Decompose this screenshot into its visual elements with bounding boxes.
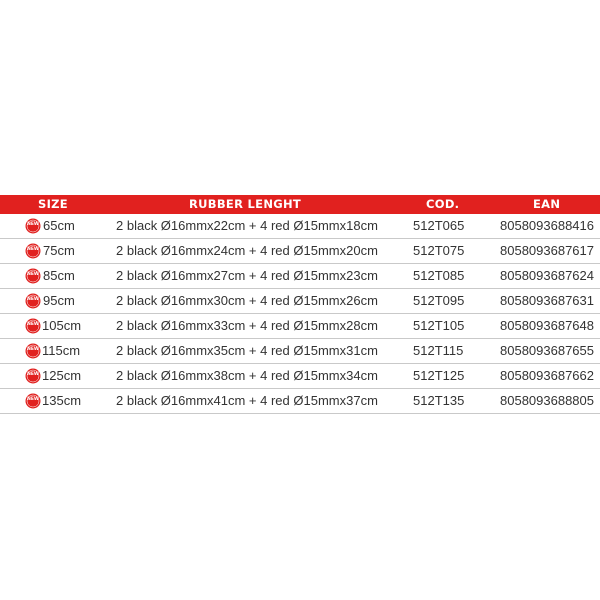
spec-table bbox=[0, 195, 600, 414]
table-row bbox=[0, 339, 600, 364]
rubber-length-cell: 2 black Ø16mmx27cm + 4 red Ø15mmx23cm bbox=[116, 268, 378, 283]
table-row bbox=[0, 214, 600, 239]
cod-cell: 512T125 bbox=[413, 368, 465, 383]
new-badge-label: NEW bbox=[27, 397, 39, 402]
size-cell: 75cm bbox=[43, 243, 75, 258]
new-badge-label: NEW bbox=[27, 372, 39, 377]
new-badge-label: NEW bbox=[27, 247, 39, 252]
ean-cell: 8058093687662 bbox=[500, 368, 594, 383]
table-row bbox=[0, 314, 600, 339]
new-badge-label: NEW bbox=[27, 347, 39, 352]
ean-cell: 8058093687631 bbox=[500, 293, 594, 308]
cod-cell: 512T095 bbox=[413, 293, 465, 308]
cod-cell: 512T075 bbox=[413, 243, 465, 258]
new-badge-icon bbox=[25, 218, 41, 234]
header-cod: COD. bbox=[426, 197, 460, 211]
ean-cell: 8058093687624 bbox=[500, 268, 594, 283]
cod-cell: 512T115 bbox=[413, 343, 464, 358]
size-cell: 125cm bbox=[42, 368, 82, 383]
ean-cell: 8058093687655 bbox=[500, 343, 594, 358]
cod-cell: 512T105 bbox=[413, 318, 465, 333]
new-badge-icon bbox=[25, 393, 41, 409]
ean-cell: 8058093687648 bbox=[500, 318, 594, 333]
new-badge-label: NEW bbox=[27, 222, 39, 227]
cod-cell: 512T065 bbox=[413, 218, 465, 233]
rubber-length-cell: 2 black Ø16mmx22cm + 4 red Ø15mmx18cm bbox=[116, 218, 378, 233]
new-badge-icon bbox=[25, 343, 41, 359]
table-header bbox=[0, 195, 600, 214]
size-cell: 115cm bbox=[42, 343, 81, 358]
size-cell: 85cm bbox=[43, 268, 75, 283]
size-cell: 65cm bbox=[43, 218, 75, 233]
size-cell: 95cm bbox=[43, 293, 75, 308]
rubber-length-cell: 2 black Ø16mmx30cm + 4 red Ø15mmx26cm bbox=[116, 293, 378, 308]
size-cell: 135cm bbox=[42, 393, 82, 408]
table-body bbox=[0, 214, 600, 414]
new-badge-label: NEW bbox=[27, 297, 39, 302]
new-badge-icon bbox=[25, 368, 41, 384]
header-ean: EAN bbox=[533, 197, 561, 211]
rubber-length-cell: 2 black Ø16mmx38cm + 4 red Ø15mmx34cm bbox=[116, 368, 378, 383]
size-cell: 105cm bbox=[42, 318, 82, 333]
cod-cell: 512T135 bbox=[413, 393, 465, 408]
rubber-length-cell: 2 black Ø16mmx35cm + 4 red Ø15mmx31cm bbox=[116, 343, 378, 358]
rubber-length-cell: 2 black Ø16mmx41cm + 4 red Ø15mmx37cm bbox=[116, 393, 378, 408]
table-row bbox=[0, 364, 600, 389]
table-row bbox=[0, 239, 600, 264]
table-row bbox=[0, 289, 600, 314]
new-badge-label: NEW bbox=[27, 272, 39, 277]
new-badge-icon bbox=[25, 293, 41, 309]
ean-cell: 8058093687617 bbox=[500, 243, 594, 258]
ean-cell: 8058093688416 bbox=[500, 218, 594, 233]
new-badge-icon bbox=[25, 268, 41, 284]
header-rubber-length: RUBBER LENGHT bbox=[189, 197, 302, 211]
table-row bbox=[0, 264, 600, 289]
new-badge-icon bbox=[25, 243, 41, 259]
new-badge-label: NEW bbox=[27, 322, 39, 327]
ean-cell: 8058093688805 bbox=[500, 393, 594, 408]
rubber-length-cell: 2 black Ø16mmx33cm + 4 red Ø15mmx28cm bbox=[116, 318, 378, 333]
table-row bbox=[0, 389, 600, 414]
rubber-length-cell: 2 black Ø16mmx24cm + 4 red Ø15mmx20cm bbox=[116, 243, 378, 258]
header-size: SIZE bbox=[38, 197, 68, 211]
new-badge-icon bbox=[25, 318, 41, 334]
cod-cell: 512T085 bbox=[413, 268, 465, 283]
